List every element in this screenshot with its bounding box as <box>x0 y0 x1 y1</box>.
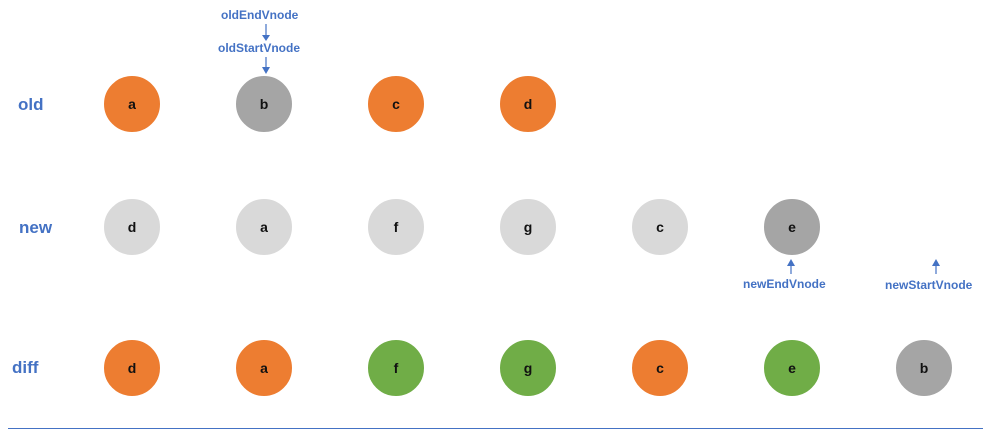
new-node-d: d <box>104 199 160 255</box>
old-node-d: d <box>500 76 556 132</box>
divider-line <box>8 428 983 429</box>
row-label-diff: diff <box>12 358 39 377</box>
diff-node-e: e <box>764 340 820 396</box>
row-label-old: old <box>18 95 44 114</box>
new-end-vnode-arrow <box>787 259 795 274</box>
old-end-vnode-label: oldEndVnode <box>221 8 299 22</box>
new-end-vnode-label: newEndVnode <box>743 277 826 291</box>
new-node-c: c <box>632 199 688 255</box>
diff-node-c: c <box>632 340 688 396</box>
new-node-f: f <box>368 199 424 255</box>
new-node-e: e <box>764 199 820 255</box>
old-end-vnode-arrow <box>262 24 270 41</box>
diff-node-g: g <box>500 340 556 396</box>
old-node-c: c <box>368 76 424 132</box>
new-start-vnode-arrow <box>932 259 940 274</box>
diff-node-b: b <box>896 340 952 396</box>
new-node-a: a <box>236 199 292 255</box>
diff-node-d: d <box>104 340 160 396</box>
old-node-a: a <box>104 76 160 132</box>
old-start-vnode-arrow <box>262 57 270 74</box>
diff-node-a: a <box>236 340 292 396</box>
new-start-vnode-label: newStartVnode <box>885 278 973 292</box>
diff-node-f: f <box>368 340 424 396</box>
old-node-b: b <box>236 76 292 132</box>
new-node-g: g <box>500 199 556 255</box>
old-start-vnode-label: oldStartVnode <box>218 41 301 55</box>
row-label-new: new <box>19 218 53 237</box>
